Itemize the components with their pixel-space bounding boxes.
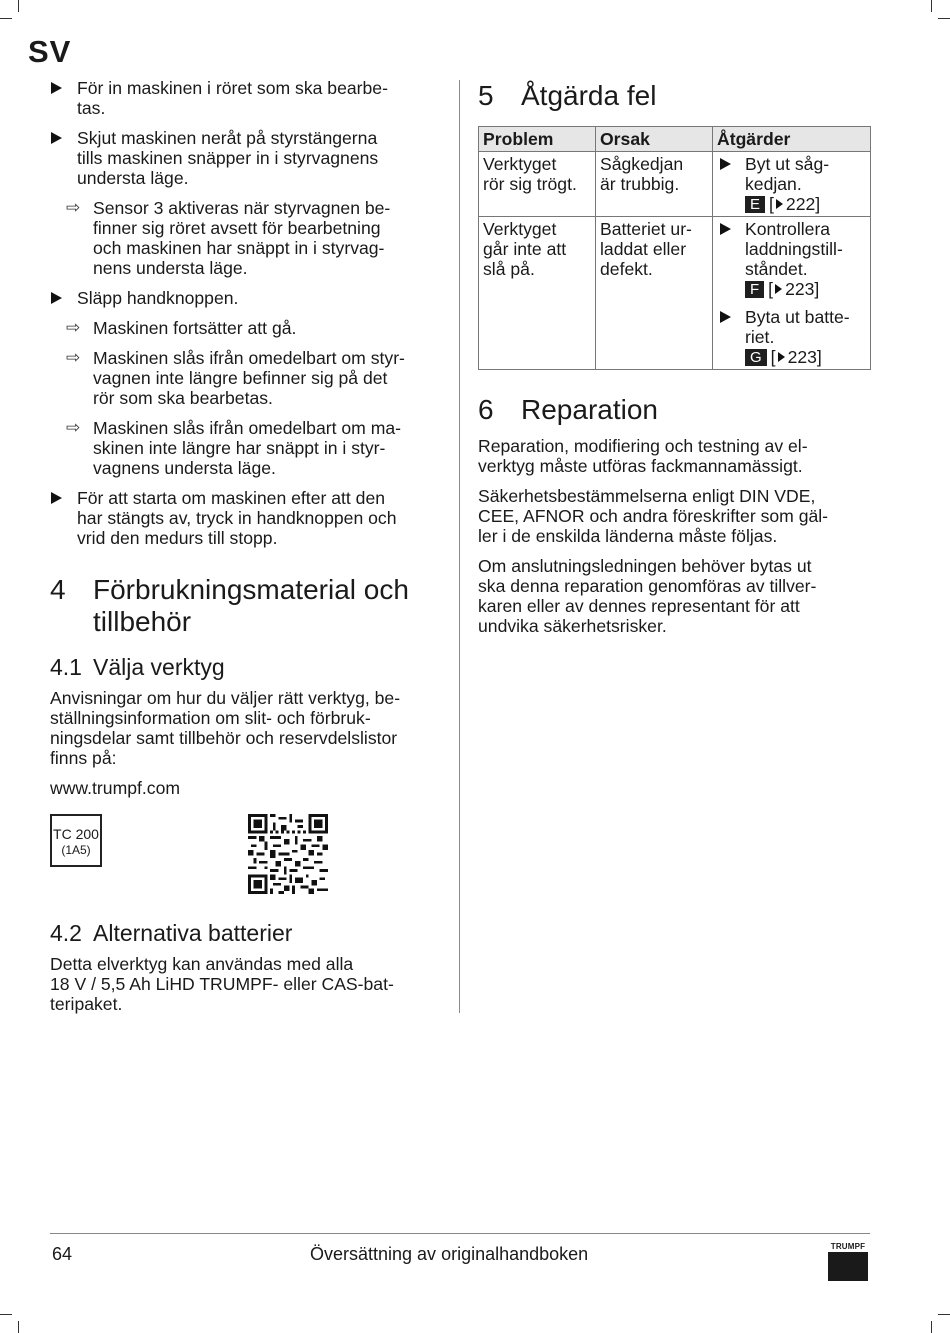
action-text: Byta ut batte- riet. (745, 307, 850, 347)
step-text: Skjut maskinen neråt på styrstängerna tills maskinen snäpper in i styrvagnens understa läge. (77, 128, 379, 188)
footer-rule (50, 1233, 870, 1234)
page-ref[interactable]: [ 223] (770, 347, 822, 367)
column-header-cause: Orsak (596, 127, 713, 152)
action-item (717, 219, 867, 299)
section-title: Reparation (521, 394, 658, 425)
action-item (717, 307, 867, 367)
action-triangle-icon (51, 132, 62, 144)
section-4-heading (50, 574, 440, 638)
step-text: Släpp handknoppen. (77, 288, 239, 308)
result-arrow-icon: ⇨ (66, 198, 81, 217)
page-number: 64 (52, 1244, 73, 1264)
section-number: 6 (478, 394, 494, 425)
section-title: Välja verktyg (93, 654, 225, 680)
section-number: 4.1 (50, 654, 82, 680)
page-ref[interactable]: [ 223] (768, 279, 820, 299)
tool-reference (50, 814, 440, 898)
problem-cell: Verktyget går inte att slå på. (479, 217, 596, 370)
section-title: Åtgärda fel (521, 80, 657, 111)
page-ref-arrow-icon (778, 352, 785, 362)
actions-cell (713, 152, 871, 217)
action-text: Kontrollera laddningstill- ståndet. (745, 219, 843, 279)
figure-letter-badge: G (745, 349, 767, 366)
crop-mark (938, 18, 950, 19)
language-code: SV (28, 34, 72, 69)
crop-mark (931, 0, 932, 12)
qr-code-image (248, 814, 328, 894)
figure-letter-badge: F (745, 281, 764, 298)
section-number: 5 (478, 80, 494, 111)
logo-block (828, 1252, 868, 1281)
crop-mark (938, 1314, 950, 1315)
action-triangle-icon (720, 311, 731, 323)
result-arrow-icon: ⇨ (66, 318, 81, 337)
page-ref[interactable]: [ 222] (769, 194, 821, 214)
actions-cell (713, 217, 871, 370)
section-5-heading (478, 80, 870, 112)
website-link[interactable]: www.trumpf.com (50, 778, 181, 798)
action-triangle-icon (720, 158, 731, 170)
logo-text: TRUMPF (830, 1242, 866, 1251)
result-step (50, 418, 440, 478)
right-column (478, 78, 870, 646)
instruction-step (50, 128, 440, 188)
action-triangle-icon (51, 82, 62, 94)
result-arrow-icon: ⇨ (66, 418, 81, 437)
section-4-1-body: Anvisningar om hur du väljer rätt verktyg, be- ställningsinformation om slit- och förbruk- ningsdelar samt tillbehör och reservdelslistor finns på: (50, 688, 401, 768)
step-text: För in maskinen i röret som ska bearbe- tas. (77, 78, 388, 118)
tool-code: TC 200 (53, 826, 99, 842)
tool-code-box (50, 814, 102, 867)
action-triangle-icon (51, 492, 62, 504)
section-number: 4 (50, 574, 66, 605)
instruction-list (50, 78, 440, 548)
cause-cell: Sågkedjan är trubbig. (596, 152, 713, 217)
instruction-step (50, 78, 440, 118)
crop-mark (18, 0, 19, 12)
result-text: Maskinen slås ifrån omedelbart om ma- skinen inte längre har snäppt in i styr- vagnens understa läge. (93, 418, 402, 478)
result-text: Maskinen slås ifrån omedelbart om styr- vagnen inte längre befinner sig på det rör som ska bearbetas. (93, 348, 405, 408)
result-text: Maskinen fortsätter att gå. (93, 318, 297, 338)
result-step (50, 198, 440, 278)
section-6-heading (478, 394, 870, 426)
column-header-problem: Problem (479, 127, 596, 152)
page-ref-arrow-icon (775, 284, 782, 294)
section-title: Alternativa batterier (93, 920, 293, 946)
result-step (50, 318, 440, 338)
crop-mark (0, 1314, 12, 1315)
page-ref-number: 222 (785, 194, 816, 214)
crop-mark (931, 1321, 932, 1333)
action-triangle-icon (720, 223, 731, 235)
column-header-actions: Åtgärder (713, 127, 871, 152)
result-arrow-icon: ⇨ (66, 348, 81, 367)
section-4-2-heading (50, 920, 440, 946)
table-row (479, 217, 871, 370)
action-text: Byt ut såg- kedjan. (745, 154, 830, 194)
crop-mark (18, 1321, 19, 1333)
footer-title: Översättning av originalhandboken (310, 1244, 589, 1264)
left-column (50, 78, 440, 1024)
page-ref-number: 223 (785, 279, 815, 299)
page-ref-arrow-icon (776, 199, 783, 209)
instruction-step (50, 288, 440, 308)
troubleshooting-table (478, 126, 871, 370)
problem-cell: Verktyget rör sig trögt. (479, 152, 596, 217)
table-row (479, 152, 871, 217)
action-triangle-icon (51, 292, 62, 304)
crop-mark (0, 18, 12, 19)
cause-cell: Batteriet ur- laddat eller defekt. (596, 217, 713, 370)
action-item (717, 154, 867, 214)
column-divider (459, 80, 460, 1013)
table-header-row (479, 127, 871, 152)
page-ref-number: 223 (787, 347, 817, 367)
figure-letter-badge: E (745, 196, 765, 213)
tool-code-variant: (1A5) (61, 843, 91, 857)
section-6-paragraph: Reparation, modifiering och testning av el- verktyg måste utföras fackmannamässigt. (478, 436, 808, 476)
section-4-2-body: Detta elverktyg kan användas med alla 18 V / 5,5 Ah LiHD TRUMPF- eller CAS-bat- teripaket. (50, 954, 394, 1014)
section-4-1-heading (50, 654, 440, 680)
section-6-paragraph: Säkerhetsbestämmelserna enligt DIN VDE, CEE, AFNOR och andra föreskrifter som gäl- ler i de enskilda länderna måste följas. (478, 486, 829, 546)
step-text: För att starta om maskinen efter att den har stängts av, tryck in handknoppen och vrid den medurs till stopp. (77, 488, 397, 548)
trumpf-logo (828, 1242, 868, 1281)
instruction-step (50, 488, 440, 548)
section-6-paragraph: Om anslutningsledningen behöver bytas ut ska denna reparation genomföras av tillver- karen eller av dennes representant för att undvika säkerhetsrisker. (478, 556, 817, 636)
section-title: Förbrukningsmaterial och tillbehör (93, 574, 409, 637)
result-step (50, 348, 440, 408)
section-number: 4.2 (50, 920, 82, 946)
result-text: Sensor 3 aktiveras när styrvagnen be- finner sig röret avsett för bearbetning och maskinen har snäppt in i styrvag- nens understa läge. (93, 198, 391, 278)
